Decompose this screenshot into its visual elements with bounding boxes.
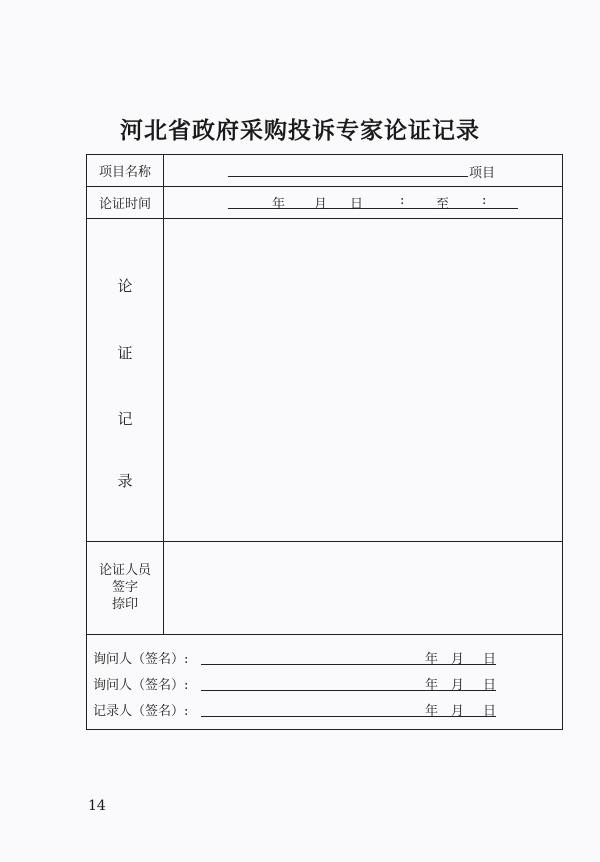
time-month: 月: [314, 197, 328, 212]
record-label-char: 论: [117, 277, 133, 295]
time-label: 论证时间: [87, 186, 164, 218]
signature-label: 询问人（签名）:: [93, 652, 189, 667]
signature-year: 年: [425, 652, 439, 667]
project-name-row: [87, 155, 562, 187]
signature-label: 记录人（签名）:: [93, 704, 189, 719]
project-name-underline: [228, 176, 468, 177]
record-label-char: 记: [117, 410, 133, 428]
record-label-char: 证: [117, 344, 133, 362]
signature-label: 询问人（签名）:: [93, 678, 189, 693]
signature-year: 年: [425, 704, 439, 719]
record-row: [87, 218, 562, 542]
time-row: [87, 186, 562, 219]
signature-day: 日: [483, 678, 497, 693]
time-day: 日: [350, 197, 364, 212]
time-colon-end: :: [482, 193, 487, 208]
experts-row: [87, 541, 562, 635]
project-suffix: 项目: [469, 166, 496, 181]
signatures-block: [87, 634, 562, 730]
complaint-record-form: [86, 154, 563, 730]
experts-label-line: 捺印: [111, 597, 138, 612]
time-to: 至: [436, 197, 450, 212]
page-number: 14: [88, 798, 106, 814]
project-name-field[interactable]: [164, 155, 562, 186]
signature-month: 月: [451, 652, 465, 667]
experts-label-cell: [87, 541, 164, 634]
project-name-label: 项目名称: [87, 155, 164, 186]
experts-label-line: 论证人员: [98, 563, 151, 578]
experts-signature-area[interactable]: [164, 541, 562, 634]
signature-month: 月: [451, 704, 465, 719]
record-label-char: 录: [117, 472, 133, 490]
signature-day: 日: [483, 652, 497, 667]
time-colon-start: :: [400, 193, 405, 208]
signature-month: 月: [451, 678, 465, 693]
record-label-cell: [87, 218, 164, 541]
time-year: 年: [272, 197, 286, 212]
time-field[interactable]: [164, 186, 562, 218]
experts-label-line: 签字: [111, 580, 138, 595]
signature-day: 日: [483, 704, 497, 719]
form-title: 河北省政府采购投诉专家论证记录: [120, 117, 480, 144]
signature-year: 年: [425, 678, 439, 693]
record-content-area[interactable]: [164, 218, 562, 541]
